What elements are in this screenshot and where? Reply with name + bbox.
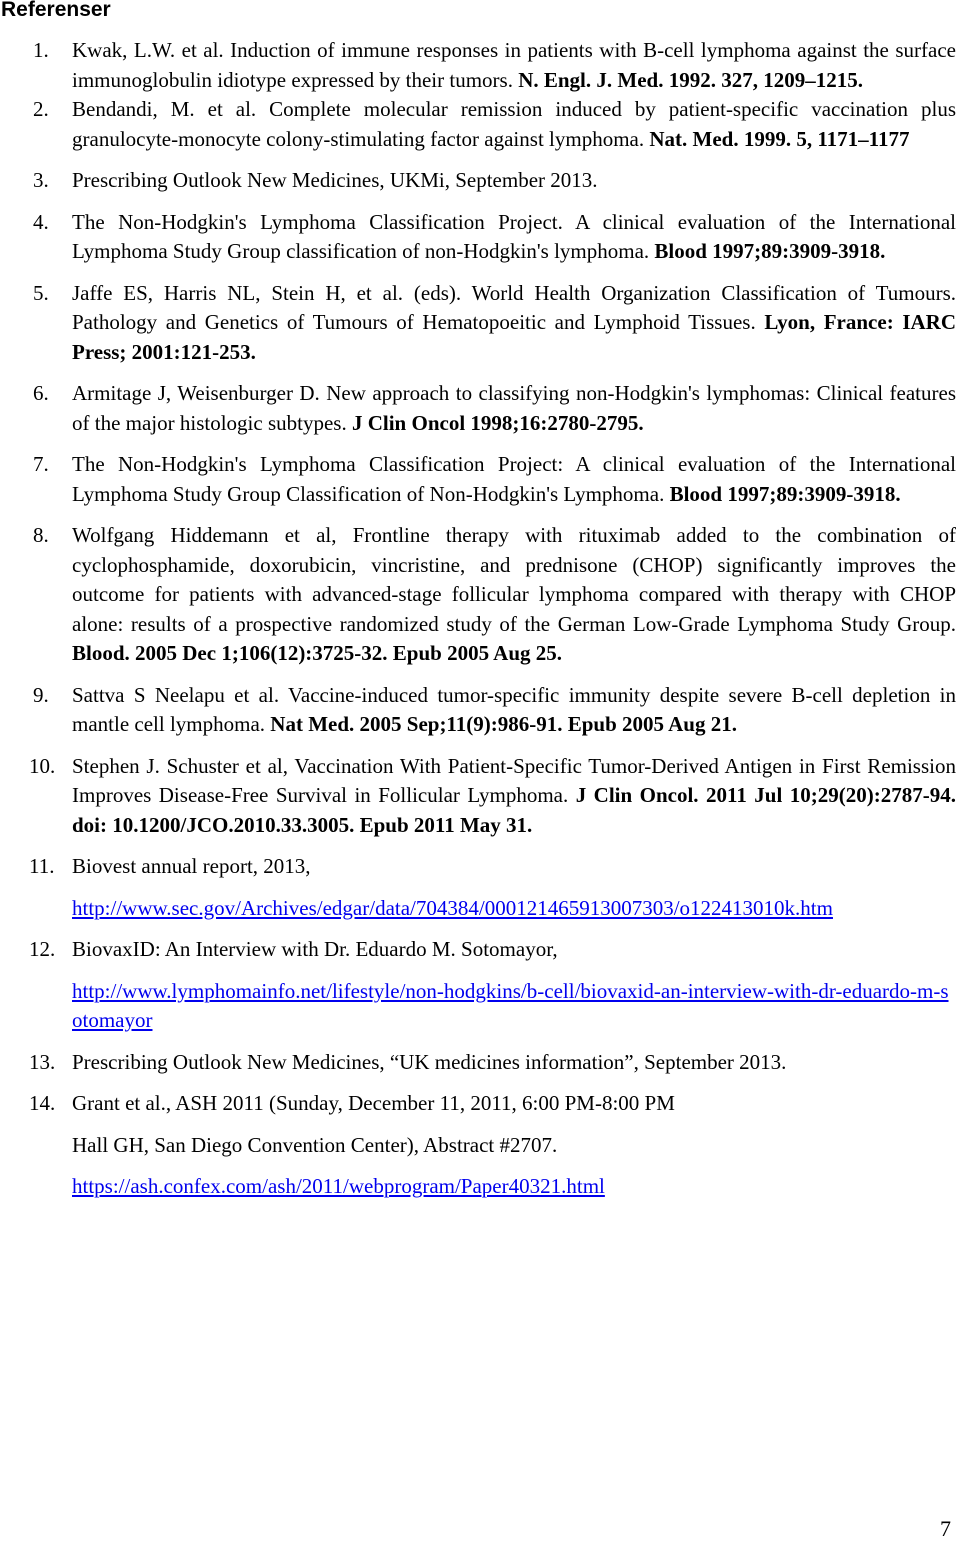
reference-item [0,379,960,438]
reference-number: 13. [29,1049,56,1074]
reference-number: 2. [33,97,49,121]
reference-text: Stephen J. Schuster et al, Vaccination With Patient-Specific Tumor-Derived Antigen in First Remission Improves Disease-Free Survival in Follicular Lymphoma. [72,753,956,807]
reference-text: Armitage J, Weisenburger D. New approach to classifying non-Hodgkin's lymphomas: Clinical features of the major histologic subtypes. [72,381,956,435]
reference-source: J Clin Oncol 1998;16:2780-2795. [351,410,644,435]
reference-number: 8. [33,523,49,547]
reference-link[interactable]: https://ash.confex.com/ash/2011/webprogram/Paper40321.html [72,1174,605,1198]
reference-number: 5. [33,280,49,305]
reference-text: Kwak, L.W. et al. Induction of immune responses in patients with B-cell lymphoma against the surface immunoglobulin idiotype expressed by their tumors. [72,38,956,92]
reference-item [0,279,960,368]
reference-number: 1. [33,38,49,62]
reference-text: Prescribing Outlook New Medicines, “UK medicines information”, September 2013. [72,1049,787,1074]
reference-link[interactable]: http://www.sec.gov/Archives/edgar/data/704384/000121465913007303/o122413010k.htm [72,895,833,920]
reference-source: N. Engl. J. Med. 1992. 327, 1209–1215. [518,67,863,92]
reference-text-continued: Hall GH, San Diego Convention Center), Abstract #2707. [72,1132,558,1157]
reference-source: Blood 1997;89:3909-3918. [669,481,901,506]
reference-source: Lyon, France: IARC Press; 2001:121-253. [72,310,956,364]
reference-item [0,1048,960,1078]
reference-source: Nat Med. 2005 Sep;11(9):986-91. Epub 2005 Aug 21. [270,712,737,736]
reference-text: Jaffe ES, Harris NL, Stein H, et al. (eds). World Health Organization Classification of Tumours. Pathology and Genetics of Tumours of Hematopoeitic and Lymphoid Tissues. [72,280,956,334]
reference-item [0,95,960,154]
reference-number: 14. [29,1091,56,1115]
reference-number: 9. [33,682,49,707]
reference-text: Biovest annual report, 2013, [72,854,311,878]
reference-number: 11. [29,854,55,878]
reference-item [0,935,960,1036]
reference-number: 4. [33,209,49,234]
reference-item [0,208,960,267]
reference-text: The Non-Hodgkin's Lymphoma Classification Project. A clinical evaluation of the International Lymphoma Study Group classification of non-Hodgkin's lymphoma. [72,209,956,263]
reference-number: 12. [29,937,56,961]
reference-item [0,1089,960,1202]
reference-list [0,36,960,1214]
reference-item [0,450,960,509]
reference-number: 10. [29,753,56,778]
reference-item [0,752,960,841]
reference-item [0,166,960,196]
reference-link[interactable]: http://www.lymphomainfo.net/lifestyle/non-hodgkins/b-cell/biovaxid-an-interview-with-dr-eduardo-m-sotomayor [72,978,949,1032]
reference-source: Nat. Med. 1999. 5, 1171–1177 [649,126,910,151]
reference-text: Bendandi, M. et al. Complete molecular remission induced by patient-specific vaccination plus granulocyte-monocyte colony-stimulating factor against lymphoma. [72,97,956,151]
reference-text: BiovaxID: An Interview with Dr. Eduardo M. Sotomayor, [72,937,558,961]
reference-item [0,852,960,923]
reference-number: 7. [33,452,49,476]
page-number: 7 [940,1516,951,1541]
reference-text: Sattva S Neelapu et al. Vaccine-induced tumor-specific immunity despite severe B-cell depletion in mantle cell lymphoma. [72,682,956,736]
reference-source: Blood 1997;89:3909-3918. [654,239,886,263]
page-heading: Referenser [1,0,111,21]
reference-text: Grant et al., ASH 2011 (Sunday, December 11, 2011, 6:00 PM-8:00 PM [72,1091,675,1115]
reference-item [0,521,960,669]
reference-source: Blood. 2005 Dec 1;106(12):3725-32. Epub 2005 Aug 25. [72,641,563,665]
reference-number: 3. [33,168,49,192]
reference-item [0,681,960,740]
reference-text: Wolfgang Hiddemann et al, Frontline therapy with rituximab added to the combination of cyclophosphamide, doxorubicin, vincristine, and prednisone (CHOP) significantly improves the outcome for patients with advanced-stage follicular lymphoma compared with therapy with CHOP alone: results of a prospective randomized study of the German Low-Grade Lymphoma Study Group. [72,523,956,636]
reference-text: Prescribing Outlook New Medicines, UKMi, September 2013. [72,168,598,192]
reference-item [0,36,960,95]
reference-number: 6. [33,381,49,405]
reference-text: The Non-Hodgkin's Lymphoma Classification Project: A clinical evaluation of the International Lymphoma Study Group Classification of Non-Hodgkin's Lymphoma. [72,452,956,506]
reference-source: J Clin Oncol. 2011 Jul 10;29(20):2787-94. doi: 10.1200/JCO.2010.33.3005. Epub 2011 May 31. [72,783,956,837]
